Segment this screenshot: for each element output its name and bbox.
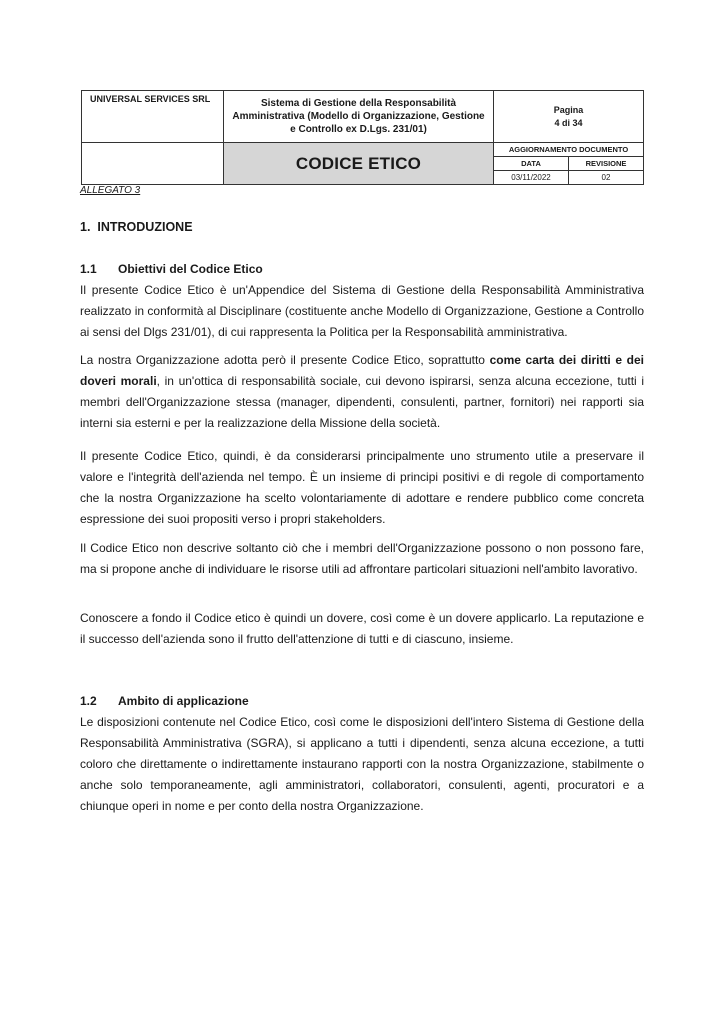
update-label: AGGIORNAMENTO DOCUMENTO: [494, 143, 644, 157]
revision-value: 02: [569, 171, 644, 185]
subsection-heading-obiettivi: [80, 262, 263, 276]
revision-label: REVISIONE: [569, 157, 644, 171]
subsection-number: 1.2: [80, 694, 97, 708]
paragraph-obiettivi-2: [80, 350, 644, 434]
document-header-table: [81, 90, 644, 185]
paragraph-text: La nostra Organizzazione adotta però il presente Codice Etico, soprattutto: [80, 353, 490, 367]
emphasis-text: come carta dei diritti e dei doveri morali: [80, 353, 644, 388]
section-number: 1.: [80, 220, 91, 234]
paragraph-obiettivi-5: Conoscere a fondo il Codice etico è quindi un dovere, così come è un dovere applicarlo. La reputazione e il successo dell'azienda sono il frutto dell'attenzione di tutti e di ciascuno, insieme.: [80, 611, 644, 646]
company-name: UNIVERSAL SERVICES SRL: [82, 91, 224, 143]
section-heading-introduzione: [80, 220, 193, 234]
paragraph-ambito-1: Le disposizioni contenute nel Codice Etico, così come le disposizioni dell'intero Sistema di Gestione della Responsabilità Amministrativa (SGRA), si applicano a tutti i dipendenti, senza alcuna eccezione, a tutti coloro che direttamente o indirettamente instaurano rapporti con la nostra Organizzazione, stabilmente o anche solo temporaneamente, agli amministratori, collaboratori, consulenti, agenti, procuratori e a chiunque operi in nome e per conto della nostra Organizzazione.: [80, 715, 644, 813]
date-label: DATA: [494, 157, 569, 171]
paragraph-obiettivi-3: Il presente Codice Etico, quindi, è da considerarsi principalmente uno strumento utile a preservare il valore e l'integrità dell'azienda nel tempo. È un insieme di principi positivi e di regole di comportamento che la nostra Organizzazione ha scelto volontariamente di adottare e rendere pubblico come concreta espressione dei suoi propositi verso i propri stakeholders.: [80, 449, 644, 526]
subsection-title: Obiettivi del Codice Etico: [118, 262, 263, 276]
page-label: Pagina: [553, 104, 584, 115]
subsection-title: Ambito di applicazione: [118, 694, 249, 708]
system-title: Sistema di Gestione della Responsabilità Amministrativa (Modello di Organizzazione, Gestione e Controllo ex D.Lgs. 231/01): [224, 91, 494, 143]
page-number-cell: [494, 91, 644, 143]
subsection-number: 1.1: [80, 262, 97, 276]
paragraph-text: , in un'ottica di responsabilità sociale, cui devono ispirarsi, senza alcuna eccezione, tutti i membri dell'Organizzazione stessa (manager, dipendenti, consulenti, partner, fornitori) nei rapporti sia interni sia esterni e per la realizzazione della Missione della società.: [80, 374, 644, 430]
section-title: INTRODUZIONE: [97, 220, 193, 234]
date-value: 03/11/2022: [494, 171, 569, 185]
page-value: 4 di 34: [554, 117, 583, 128]
paragraph-obiettivi-1: Il presente Codice Etico è un'Appendice del Sistema di Gestione della Responsabilità Amministrativa realizzato in conformità al Disciplinare (costituente anche Modello di Organizzazione, Gestione a Controllo ai sensi del Dlgs 231/01), di cui rappresenta la Politica per la Responsabilità amministrativa.: [80, 283, 644, 339]
paragraph-obiettivi-4: Il Codice Etico non descrive soltanto ciò che i membri dell'Organizzazione possono o non possono fare, ma si propone anche di individuare le risorse utili ad affrontare particolari situazioni nell'ambito lavorativo.: [80, 541, 644, 576]
subsection-heading-ambito: [80, 694, 249, 708]
attachment-label: ALLEGATO 3: [80, 185, 141, 196]
document-title: CODICE ETICO: [224, 143, 494, 185]
